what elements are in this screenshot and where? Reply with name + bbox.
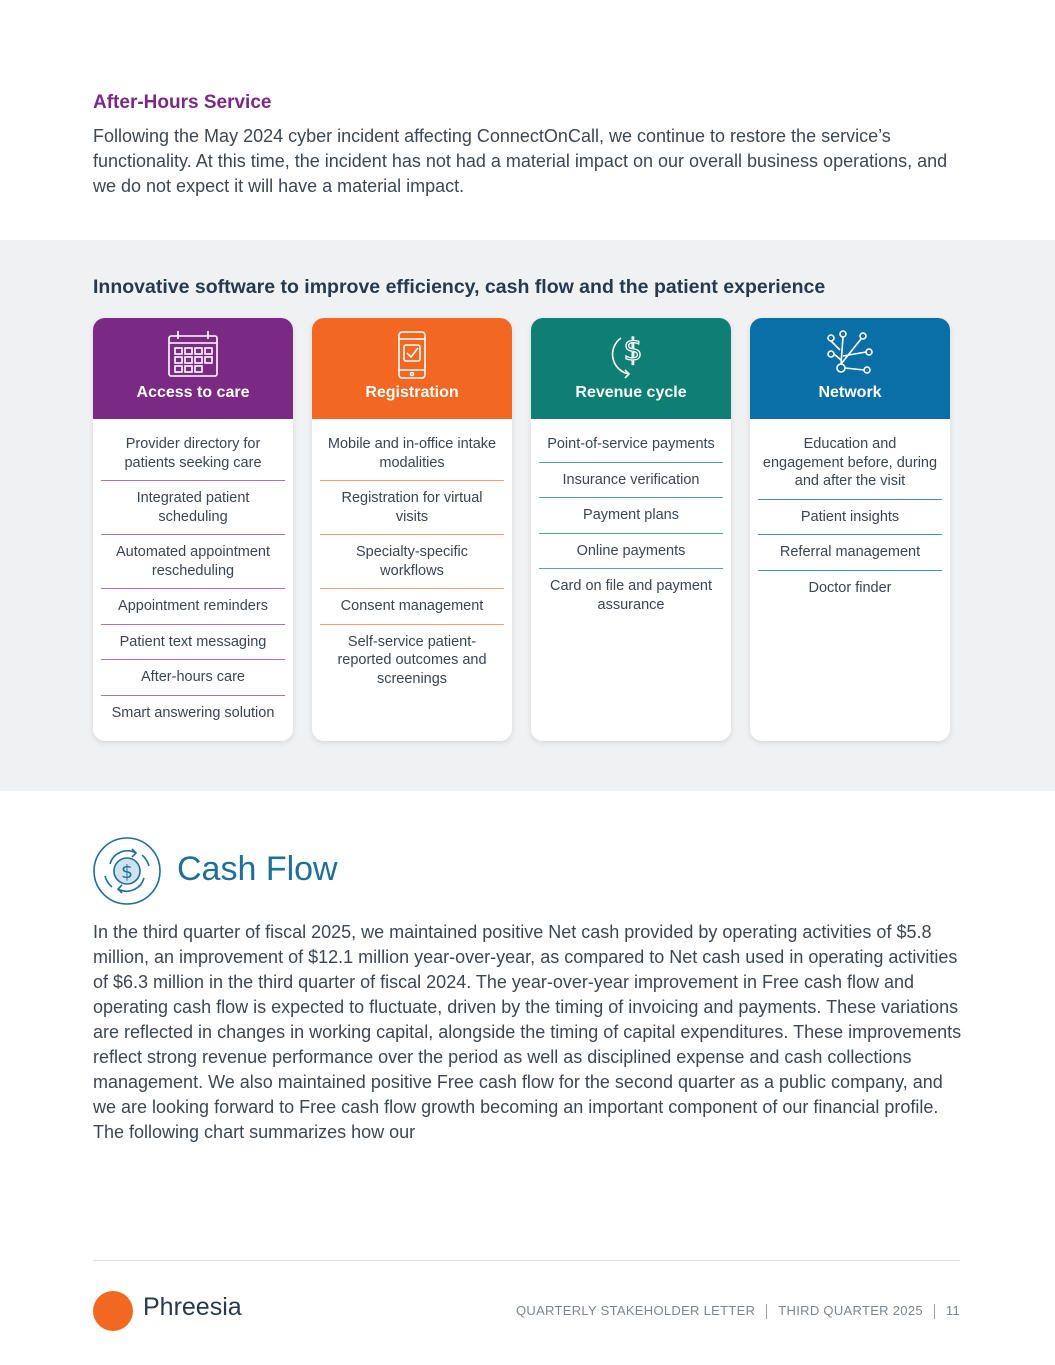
- list-item: Integrated patient scheduling: [101, 489, 285, 535]
- phreesia-logo-icon: [93, 1291, 133, 1331]
- card-feature-list: [93, 419, 293, 730]
- card-title: Registration: [365, 384, 459, 401]
- list-item: Registration for virtual visits: [320, 489, 504, 535]
- list-item: Education and engagement before, during and after the visit: [758, 435, 942, 500]
- after-hours-section: [93, 92, 973, 199]
- cash-flow-body: In the third quarter of fiscal 2025, we maintained positive Net cash provided by operating activities of $5.8 million, an improvement of $12.1 million year-over-year, as compared to Net cash used in operating activities of $6.3 million in the third quarter of fiscal 2024. The year-over-year improvement in Free cash flow and operating cash flow is expected to fluctuate, driven by the timing of invoicing and payments. These variations are reflected in changes in working capital, alongside the timing of capital expenditures. These improvements reflect strong revenue performance over the period as well as disciplined expense and cash collections management. We also maintained positive Free cash flow for the second quarter as a public company, and we are looking forward to Free cash flow growth becoming an important component of our financial profile. The following chart summarizes how our: [93, 922, 962, 1142]
- list-item: Patient text messaging: [101, 633, 285, 661]
- list-item: Payment plans: [539, 506, 723, 534]
- cash-cycle-icon: [92, 836, 162, 906]
- dollar-cycle-icon: [607, 330, 655, 380]
- list-item: Online payments: [539, 542, 723, 570]
- list-item: Automated appointment rescheduling: [101, 543, 285, 589]
- card-title: Network: [818, 384, 882, 401]
- svg-text:$: $: [623, 333, 643, 368]
- list-item: Point-of-service payments: [539, 435, 723, 463]
- list-item: Appointment reminders: [101, 597, 285, 625]
- card-registration: [312, 318, 512, 741]
- network-icon: [825, 330, 875, 378]
- card-title: Revenue cycle: [575, 384, 687, 401]
- card-access-to-care: [93, 318, 293, 741]
- footer-meta: [516, 1303, 960, 1319]
- card-network: [750, 318, 950, 741]
- card-feature-list: [750, 419, 950, 605]
- card-feature-list: [312, 419, 512, 696]
- mobile-check-icon: [396, 330, 428, 380]
- card-feature-list: [531, 419, 731, 622]
- svg-text:$: $: [120, 861, 134, 883]
- list-item: Doctor finder: [808, 579, 892, 596]
- calendar-icon: [167, 330, 219, 378]
- software-heading: Innovative software to improve efficiency, cash flow and the patient experience: [93, 276, 826, 298]
- list-item: After-hours care: [101, 668, 285, 696]
- footer-quarter-label: THIRD QUARTER 2025: [778, 1303, 923, 1318]
- footer-separator: [766, 1304, 767, 1319]
- after-hours-body: Following the May 2024 cyber incident affecting ConnectOnCall, we continue to restore the service’s functionality. At this time, the incident has not had a material impact on our overall business operations, and we do not expect it will have a material impact.: [93, 126, 948, 196]
- cash-flow-title: Cash Flow: [177, 850, 338, 888]
- list-item: Mobile and in-office intake modalities: [320, 435, 504, 481]
- list-item: Referral management: [758, 543, 942, 571]
- phreesia-logo-text: Phreesia: [143, 1293, 242, 1321]
- after-hours-heading: After-Hours Service: [93, 92, 272, 113]
- list-item: Insurance verification: [539, 471, 723, 499]
- list-item: Specialty-specific workflows: [320, 543, 504, 589]
- list-item: Patient insights: [758, 508, 942, 536]
- card-revenue-cycle: [531, 318, 731, 741]
- card-header: [93, 318, 293, 419]
- list-item: Self-service patient-reported outcomes and screenings: [337, 633, 487, 687]
- list-item: Consent management: [320, 597, 504, 625]
- page-number: 11: [945, 1303, 960, 1318]
- list-item: Card on file and payment assurance: [549, 578, 712, 613]
- footer-divider: [93, 1260, 960, 1261]
- list-item: Provider directory for patients seeking care: [101, 435, 285, 481]
- card-header: [750, 318, 950, 419]
- card-title: Access to care: [136, 384, 250, 401]
- card-header: [531, 318, 731, 419]
- footer-separator: [934, 1304, 935, 1319]
- list-item: Smart answering solution: [111, 704, 275, 721]
- footer-letter-label: QUARTERLY STAKEHOLDER LETTER: [515, 1303, 756, 1318]
- card-header: [312, 318, 512, 419]
